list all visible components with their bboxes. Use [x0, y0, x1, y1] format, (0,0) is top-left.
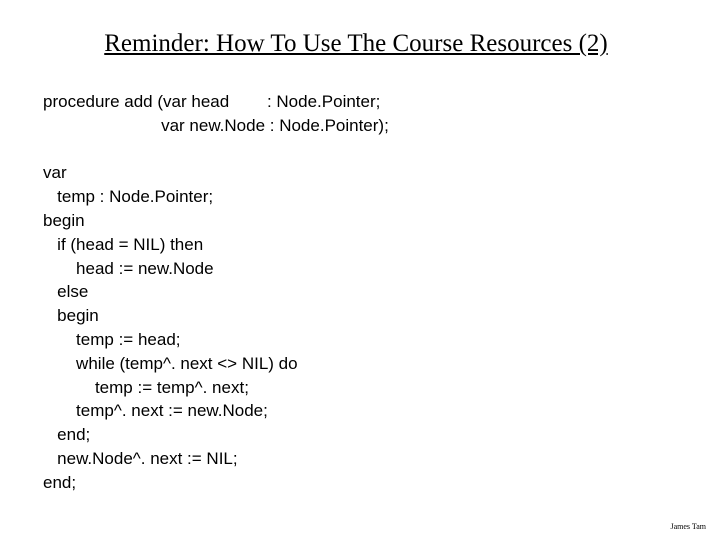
author-footer: James Tam [670, 522, 706, 531]
code-line: if (head = NIL) then [43, 234, 204, 254]
code-line: temp := temp^. next; [43, 377, 249, 397]
code-line: begin [43, 306, 99, 326]
code-line: head := new.Node [43, 258, 214, 278]
code-line [43, 138, 389, 162]
code-line: begin [43, 210, 85, 230]
code-line: new.Node^. next := NIL; [43, 448, 238, 468]
code-line: temp^. next := new.Node; [43, 401, 268, 421]
code-line: temp := head; [43, 329, 181, 349]
code-line: var [43, 163, 67, 183]
code-line: procedure add (var head : Node.Pointer; [43, 92, 381, 111]
code-line: end; [43, 425, 91, 445]
code-line: end; [43, 472, 77, 492]
slide-title: Reminder: How To Use The Course Resources (2) [104, 30, 608, 57]
code-line: else [43, 282, 89, 302]
code-line: while (temp^. next <> NIL) do [43, 353, 298, 373]
code-block [43, 90, 389, 495]
code-line: temp : Node.Pointer; [43, 187, 214, 207]
code-line: var new.Node : Node.Pointer); [43, 115, 389, 135]
